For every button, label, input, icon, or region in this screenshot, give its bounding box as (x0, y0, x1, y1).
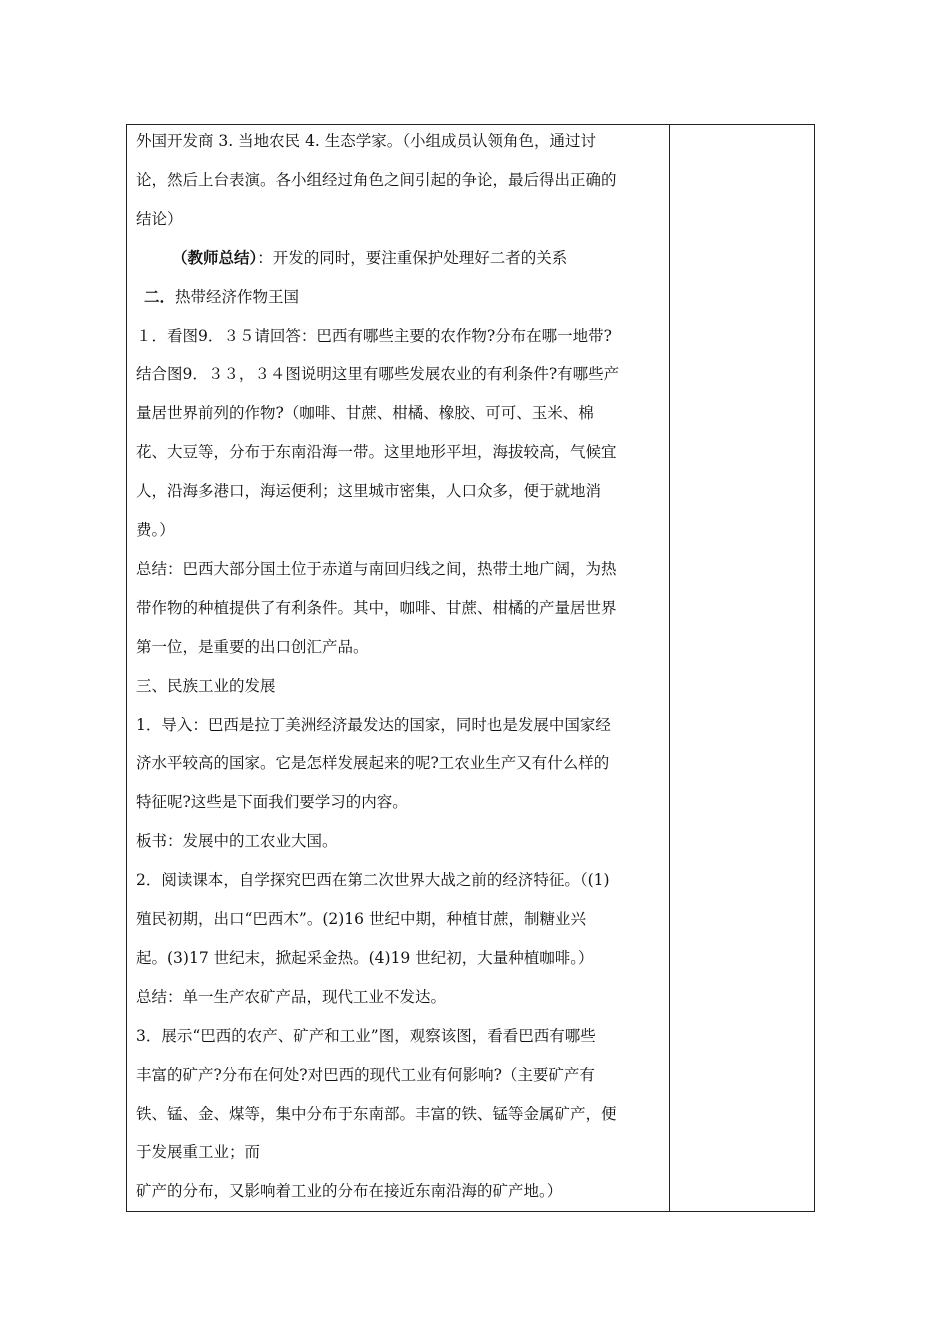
text-line (136, 170, 617, 190)
text-line (136, 792, 408, 812)
text-line (136, 870, 610, 890)
line-text: 三、民族工业的发展 (136, 676, 276, 695)
line-text: 量居世界前列的作物?（咖啡、甘蔗、柑橘、橡胶、可可、玉米、棉 (136, 404, 594, 423)
line-text: 矿产的分布，又影响着工业的分布在接近东南沿海的矿产地。） (136, 1182, 563, 1201)
line-text: 丰富的矿产?分布在何处?对巴西的现代工业有何影响?（主要矿产有 (136, 1065, 595, 1084)
text-line (136, 831, 338, 851)
line-text: 人，沿海多港口，海运便利；这里城市密集，人口众多，便于就地消 (136, 482, 602, 501)
line-text: ：开发的同时，要注重保护处理好二者的关系 (257, 248, 568, 267)
lesson-table (126, 124, 815, 1212)
line-text: 于发展重工业；而 (136, 1143, 261, 1162)
text-line (136, 1142, 260, 1162)
line-text: 总结：单一生产农矿产品，现代工业不发达。 (136, 987, 447, 1006)
text-line (136, 520, 175, 540)
line-text: 济水平较高的国家。它是怎样发展起来的呢?工农业生产又有什么样的 (136, 754, 610, 773)
line-text: 总结：巴西大部分国土位于赤道与南回归线之间，热带土地广阔，为热 (136, 559, 617, 578)
text-line (136, 1065, 595, 1085)
text-line (136, 559, 617, 579)
line-text: 3．展示“巴西的农产、矿产和工业”图，观察该图，看看巴西有哪些 (136, 1026, 596, 1045)
line-text: 热带经济作物王国 (175, 287, 300, 306)
text-line (136, 131, 596, 151)
text-line (136, 637, 369, 657)
text-line (136, 715, 611, 735)
text-line (136, 364, 619, 384)
bold-heading: 二． (144, 286, 176, 306)
line-text: 费。） (136, 521, 175, 539)
text-line (172, 248, 567, 268)
line-text: 外国开发商 3. 当地农民 4. 生态学家。（小组成员认领角色，通过讨 (136, 132, 597, 150)
line-text: 1．导入：巴西是拉丁美洲经济最发达的国家，同时也是发展中国家经 (136, 715, 611, 734)
text-line (136, 403, 594, 423)
text-line (136, 442, 617, 462)
line-text: 起。(3)17 世纪末，掀起采金热。(4)19 世纪初，大量种植咖啡。） (136, 948, 594, 967)
text-line (136, 1104, 617, 1124)
line-text: 2．阅读课本，自学探究巴西在第二次世界大战之前的经济特征。（(1) (136, 871, 610, 890)
line-text: 板书：发展中的工农业大国。 (136, 832, 338, 851)
text-line (136, 209, 183, 229)
text-line (144, 287, 299, 307)
text-line (136, 909, 586, 929)
line-text: 特征呢?这些是下面我们要学习的内容。 (136, 793, 408, 812)
text-line (136, 948, 593, 968)
line-text: 殖民初期，出口“巴西木”。(2)16 世纪中期，种植甘蔗，制糖业兴 (136, 910, 586, 928)
text-line (136, 1181, 562, 1201)
line-text: 结合图9．３３，３４图说明这里有哪些发展农业的有利条件?有哪些产 (136, 365, 620, 384)
text-line (136, 326, 612, 346)
line-text: 花、大豆等，分布于东南沿海一带。这里地形平坦，海拔较高，气候宜 (136, 443, 617, 462)
text-line (136, 753, 609, 773)
text-line (136, 676, 276, 696)
notes-cell (670, 125, 815, 1211)
text-line (136, 987, 446, 1007)
text-line (136, 598, 617, 618)
line-text: 铁、锰、金、煤等，集中分布于东南部。丰富的铁、锰等金属矿产，便 (136, 1104, 617, 1123)
text-line (136, 1026, 596, 1046)
line-text: 第一位，是重要的出口创汇产品。 (136, 637, 369, 656)
text-line (136, 481, 601, 501)
line-text: 结论） (136, 209, 183, 228)
line-text: １．看图9．３５请回答：巴西有哪些主要的农作物?分布在哪一地带? (136, 326, 612, 345)
line-text: 带作物的种植提供了有利条件。其中，咖啡、甘蔗、柑橘的产量居世界 (136, 598, 617, 617)
bold-heading: （教师总结） (172, 247, 258, 267)
line-text: 论，然后上台表演。各小组经过角色之间引起的争论，最后得出正确的 (136, 170, 617, 189)
